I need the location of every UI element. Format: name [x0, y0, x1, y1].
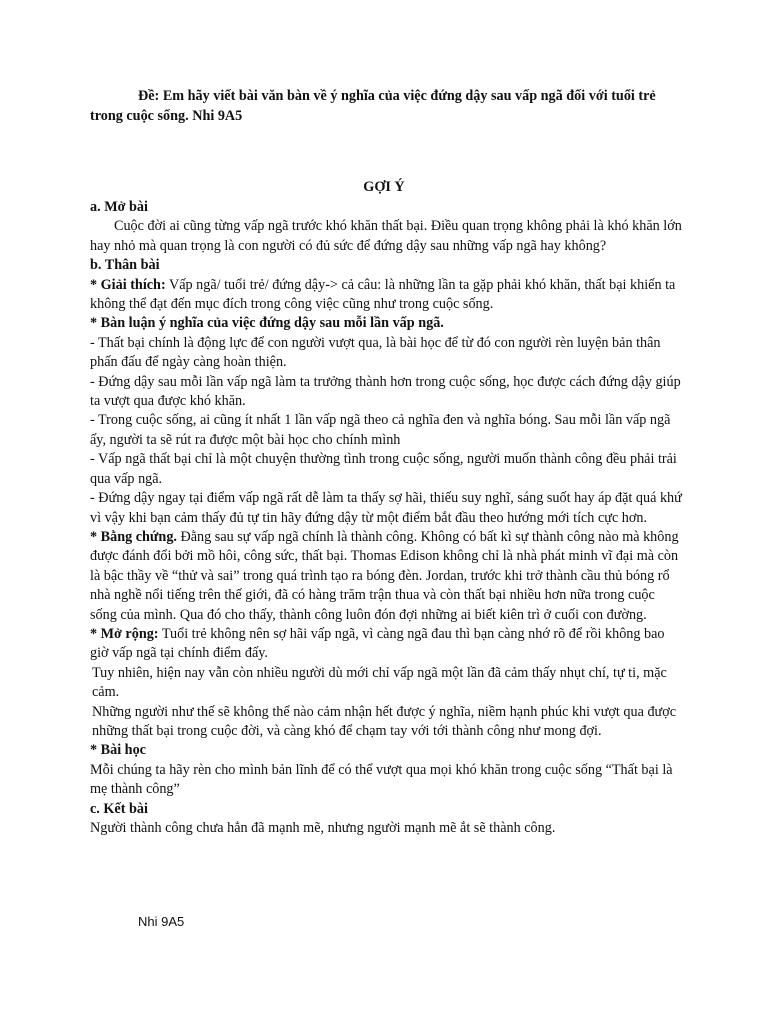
- mo-rong-paragraph: [90, 625, 684, 664]
- giai-thich-text: Vấp ngã/ tuổi trẻ/ đứng dậy-> cả câu: là những lần ta gặp phải khó khăn, thất bại khiến ta không thể đạt đến mục đích trong công việc cũng như trong cuộc sống.: [90, 276, 676, 313]
- ban-luan-heading: * Bàn luận ý nghĩa của việc đứng dậy sau mỗi lần vấp ngã.: [90, 315, 444, 332]
- bang-chung-text: Đằng sau sự vấp ngã chính là thành công. Không có bất kì sự thành công nào mà không được đánh đổi bởi mồ hôi, công sức, thất bại. Thomas Edison không chỉ là nhà phát minh vĩ đại mà còn là bậc thầy về “thử và sai” trong quá trình tạo ra bóng đèn. Jordan, trước khi trở thành cầu thủ bóng rổ nhà nghề nổi tiếng trên thế giới, đã có hàng trăm trận thua và còn thất bại nhiều hơn nữa trong cuộc sống của mình. Qua đó cho thấy, thành công luôn đón đợi những ai biết kiên trì ở cuối con đường.: [90, 528, 679, 623]
- ban-luan-point: - Thất bại chính là động lực để con người vượt qua, là bài học để từ đó con người rèn luyện bản thân phấn đấu để ngày càng hoàn thiện.: [90, 334, 661, 371]
- mo-rong-paragraph-2: Tuy nhiên, hiện nay vẫn còn nhiều người dù mới chỉ vấp ngã một lần đã cảm thấy nhụt chí, tự ti, mặc cảm.: [92, 664, 667, 701]
- bai-hoc-text: Mỗi chúng ta hãy rèn cho mình bản lĩnh để có thể vượt qua mọi khó khăn trong cuộc sống “Thất bại là mẹ thành công”: [90, 761, 673, 798]
- bang-chung-label: * Bằng chứng.: [90, 528, 177, 545]
- ban-luan-point: - Trong cuộc sống, ai cũng ít nhất 1 lần vấp ngã theo cả nghĩa đen và nghĩa bóng. Sau mỗi lần vấp ngã ấy, người ta sẽ rút ra được một bài học cho chính mình: [90, 412, 671, 448]
- mo-rong-text: Tuổi trẻ không nên sợ hãi vấp ngã, vì càng ngã đau thì bạn càng nhớ rõ để rồi không bao giờ vấp ngã tại chính điểm đấy.: [90, 625, 665, 662]
- ket-bai-text: Người thành công chưa hẳn đã mạnh mẽ, nhưng người mạnh mẽ ắt sẽ thành công.: [90, 820, 556, 836]
- mo-bai-heading: a. Mở bài: [90, 199, 148, 215]
- bai-hoc-heading: * Bài học: [90, 742, 146, 759]
- giai-thich-label: * Giải thích:: [90, 276, 166, 293]
- mo-rong-label: * Mở rộng:: [90, 625, 159, 642]
- essay-body: [90, 198, 684, 838]
- mo-bai-text-content: Cuộc đời ai cũng từng vấp ngã trước khó khăn thất bại. Điều quan trọng không phải là khó khăn lớn hay nhỏ mà quan trọng là con người có đủ sức để đứng dậy sau những vấp ngã hay không?: [90, 218, 682, 254]
- assignment-title: [90, 86, 684, 126]
- mo-bai-text: [90, 217, 684, 256]
- giai-thich-paragraph: [90, 276, 684, 315]
- author-signature: Nhi 9A5: [138, 914, 185, 929]
- bang-chung-paragraph: [90, 528, 684, 625]
- ban-luan-point: - Đứng dậy ngay tại điểm vấp ngã rất dễ làm ta thấy sợ hãi, thiếu suy nghĩ, sáng suốt hay áp đặt quá khứ vì vậy khi bạn cảm thấy đủ tự tin hãy đứng dậy từ một điểm bắt đầu theo hướng mới tích cực hơn.: [90, 490, 682, 526]
- mo-rong-paragraph-3: Những người như thế sẽ không thể nào cảm nhận hết được ý nghĩa, niềm hạnh phúc khi vượt qua được những thất bại trong cuộc đời, và càng khó để chạm tay với tới thành công như mong đợi.: [92, 703, 677, 739]
- than-bai-heading: b. Thân bài: [90, 257, 160, 274]
- assignment-title-text: Đề: Em hãy viết bài văn bàn về ý nghĩa của việc đứng dậy sau vấp ngã đối với tuổi trẻ trong cuộc sống. Nhi 9A5: [90, 88, 656, 124]
- ban-luan-point: - Vấp ngã thất bại chỉ là một chuyện thường tình trong cuộc sống, người muốn thành công đều phải trải qua vấp ngã.: [90, 451, 677, 487]
- suggestion-heading: GỢI Ý: [363, 179, 405, 195]
- ket-bai-heading: c. Kết bài: [90, 800, 148, 817]
- ban-luan-point: - Đứng dậy sau mỗi lần vấp ngã làm ta trưởng thành hơn trong cuộc sống, học được cách đứng dậy giúp ta vượt qua được khó khăn.: [90, 373, 681, 410]
